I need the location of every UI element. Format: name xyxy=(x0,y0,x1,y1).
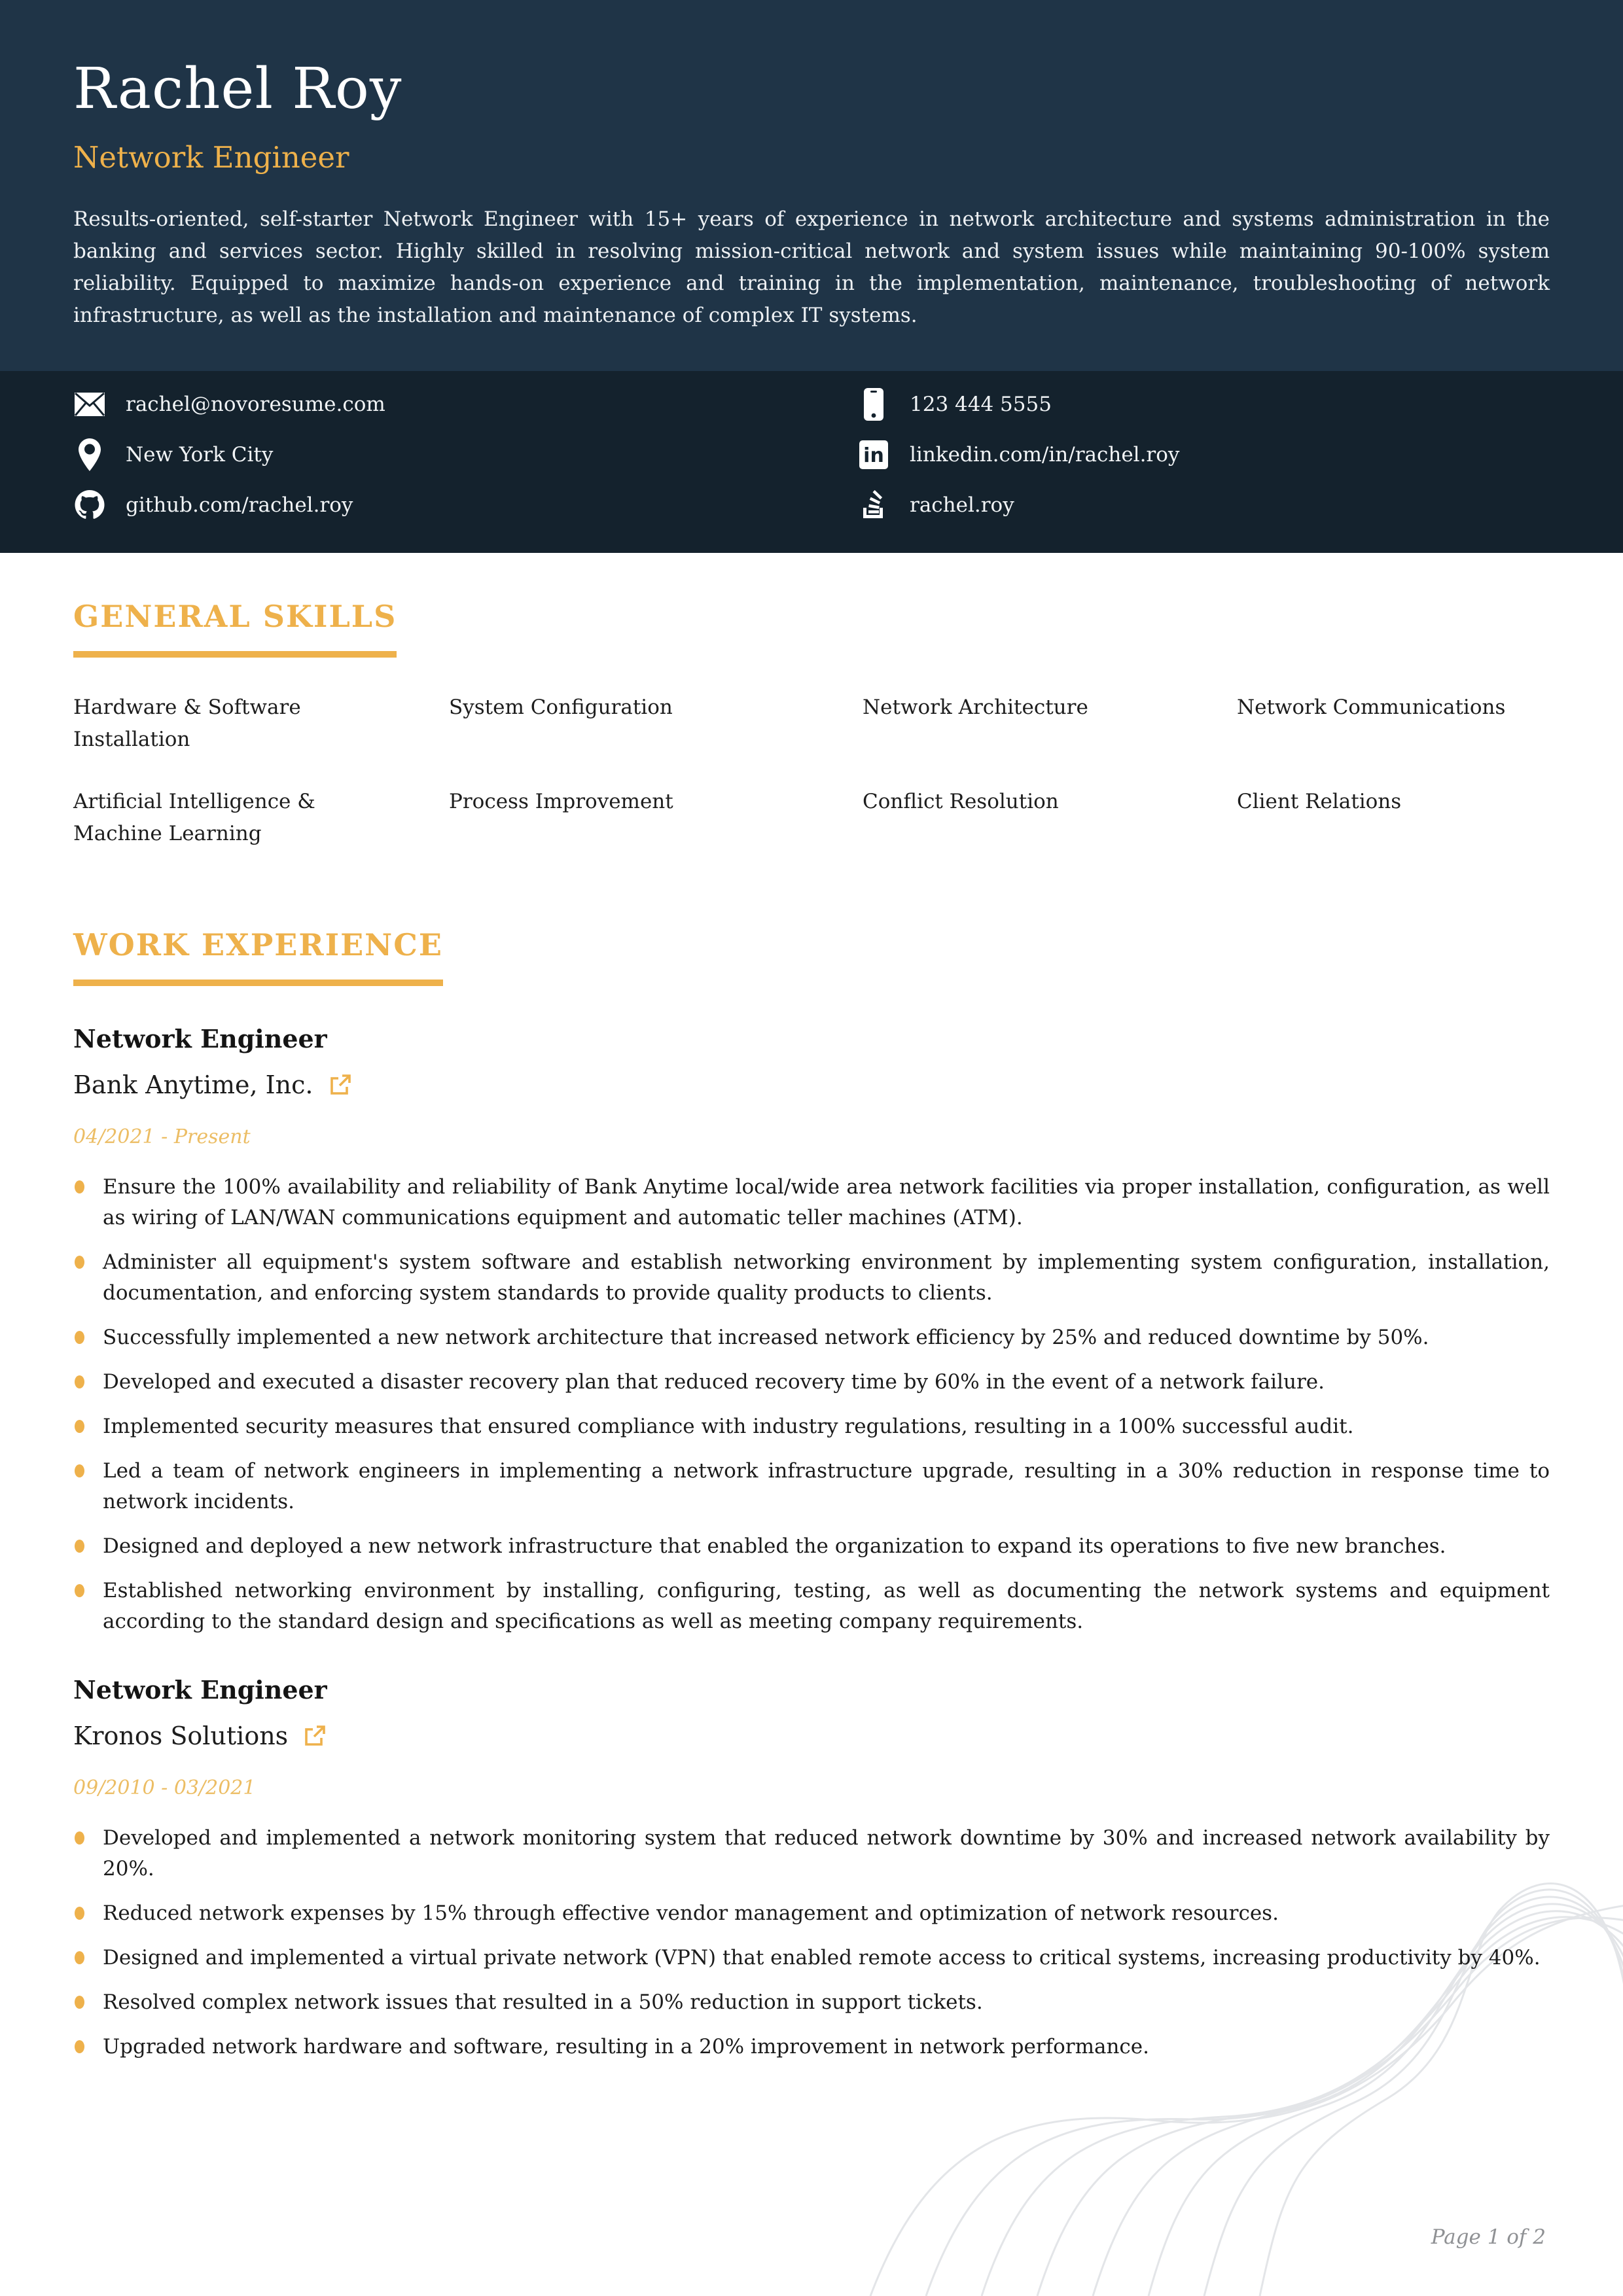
skill-item: Hardware & Software Installation xyxy=(73,696,301,751)
linkedin-text[interactable]: linkedin.com/in/rachel.roy xyxy=(910,442,1180,467)
github-text[interactable]: github.com/rachel.roy xyxy=(126,493,353,517)
email-icon xyxy=(73,393,106,416)
contact-row-location xyxy=(73,429,857,480)
skills-grid xyxy=(73,692,1550,850)
location-text: New York City xyxy=(126,442,274,467)
location-pin-icon xyxy=(73,438,106,471)
stackoverflow-icon xyxy=(857,489,890,521)
skill-item: System Configuration xyxy=(449,696,673,719)
resume-body xyxy=(0,553,1623,2062)
skill-item: Conflict Resolution xyxy=(863,790,1059,813)
contact-column-right xyxy=(857,379,1179,553)
job-dates: 04/2021 - Present xyxy=(73,1125,251,1148)
bullet-item: Upgraded network hardware and software, resulting in a 20% improvement in network performance. xyxy=(73,2032,1550,2062)
skill-item: Network Architecture xyxy=(863,696,1088,719)
stackoverflow-text[interactable]: rachel.roy xyxy=(910,493,1014,517)
linkedin-icon xyxy=(857,440,890,469)
experience-heading: WORK EXPERIENCE xyxy=(73,927,443,963)
skills-heading: GENERAL SKILLS xyxy=(73,599,397,634)
bullet-item: Developed and executed a disaster recovery plan that reduced recovery time by 60% in the event of a network failure. xyxy=(73,1367,1550,1398)
skill-item: Network Communications xyxy=(1237,696,1506,719)
phone-icon xyxy=(857,388,890,421)
phone-text: 123 444 5555 xyxy=(910,392,1052,416)
job-entry-kronos-solutions xyxy=(73,1675,1550,2062)
external-link-icon[interactable] xyxy=(329,1074,351,1096)
contact-row-stackoverflow xyxy=(857,480,1179,530)
contact-row-phone xyxy=(857,379,1179,429)
summary-text: Results-oriented, self-starter Network Engineer with 15+ years of experience in network architecture and systems administration in the banking and services sector. Highly skilled in resolving mission-critical network and system issues while maintaining 90-100% system reliability. Equipped to maximize hands-on experience and training in the implementation, maintenance, troubleshooting of network infrastructure, as well as the installation and maintenance of complex IT systems. xyxy=(73,207,1550,327)
job-dates: 09/2010 - 03/2021 xyxy=(73,1776,256,1799)
contact-row-linkedin xyxy=(857,429,1179,480)
experience-heading-block xyxy=(73,927,443,986)
external-link-icon[interactable] xyxy=(304,1725,326,1747)
section-work-experience xyxy=(73,881,1550,2062)
github-icon xyxy=(73,490,106,520)
bullet-item: Resolved complex network issues that resulted in a 50% reduction in support tickets. xyxy=(73,1987,1550,2018)
bullet-item: Led a team of network engineers in implementing a network infrastructure upgrade, resulting in a 30% reduction in response time to network incidents. xyxy=(73,1456,1550,1517)
contact-row-github xyxy=(73,480,857,530)
section-general-skills xyxy=(73,553,1550,850)
header xyxy=(0,0,1623,371)
company-name: Bank Anytime, Inc. xyxy=(73,1070,313,1099)
job-title: Network Engineer xyxy=(73,1675,327,1704)
person-name: Rachel Roy xyxy=(73,56,402,122)
skill-item: Process Improvement xyxy=(449,790,673,813)
bullet-item: Designed and deployed a new network infrastructure that enabled the organization to expand its operations to five new branches. xyxy=(73,1531,1550,1562)
bullet-item: Designed and implemented a virtual private network (VPN) that enabled remote access to critical systems, increasing productivity by 40%. xyxy=(73,1943,1550,1973)
svg-text:in: in xyxy=(863,444,884,467)
contact-row-email xyxy=(73,379,857,429)
company-line xyxy=(73,1070,1550,1099)
contact-column-left xyxy=(73,379,857,553)
job-title: Network Engineer xyxy=(73,1024,327,1053)
company-name: Kronos Solutions xyxy=(73,1722,289,1750)
skills-heading-underline xyxy=(73,651,397,658)
bullet-item: Developed and implemented a network monitoring system that reduced network downtime by 30% and increased network availability by 20%. xyxy=(73,1823,1550,1884)
skill-item: Artificial Intelligence & Machine Learning xyxy=(73,790,315,845)
bullet-item: Established networking environment by installing, configuring, testing, as well as documenting the network systems and equipment according to the standard design and specifications as well as meeting company requirements. xyxy=(73,1576,1550,1637)
job-bullet-list xyxy=(73,1172,1550,1637)
company-line xyxy=(73,1722,1550,1750)
skill-item: Client Relations xyxy=(1237,790,1402,813)
job-entry-bank-anytime xyxy=(73,1024,1550,1637)
job-bullet-list xyxy=(73,1823,1550,2062)
page-number: Page 1 of 2 xyxy=(1431,2225,1546,2249)
bullet-item: Successfully implemented a new network architecture that increased network efficiency by 25% and reduced downtime by 50%. xyxy=(73,1322,1550,1353)
experience-heading-underline xyxy=(73,980,443,986)
bullet-item: Ensure the 100% availability and reliability of Bank Anytime local/wide area network facilities via proper installation, configuration, as well as wiring of LAN/WAN communications equipment and automatic teller machines (ATM). xyxy=(73,1172,1550,1233)
person-title: Network Engineer xyxy=(73,140,349,175)
email-text[interactable]: rachel@novoresume.com xyxy=(126,392,385,416)
bullet-item: Implemented security measures that ensured compliance with industry regulations, resulting in a 100% successful audit. xyxy=(73,1411,1550,1442)
bullet-item: Administer all equipment's system software and establish networking environment by implementing system configuration, installation, documentation, and enforcing system standards to provide quality products to clients. xyxy=(73,1247,1550,1309)
contact-bar xyxy=(0,371,1623,553)
skills-heading-block xyxy=(73,599,397,658)
bullet-item: Reduced network expenses by 15% through effective vendor management and optimization of network resources. xyxy=(73,1898,1550,1929)
